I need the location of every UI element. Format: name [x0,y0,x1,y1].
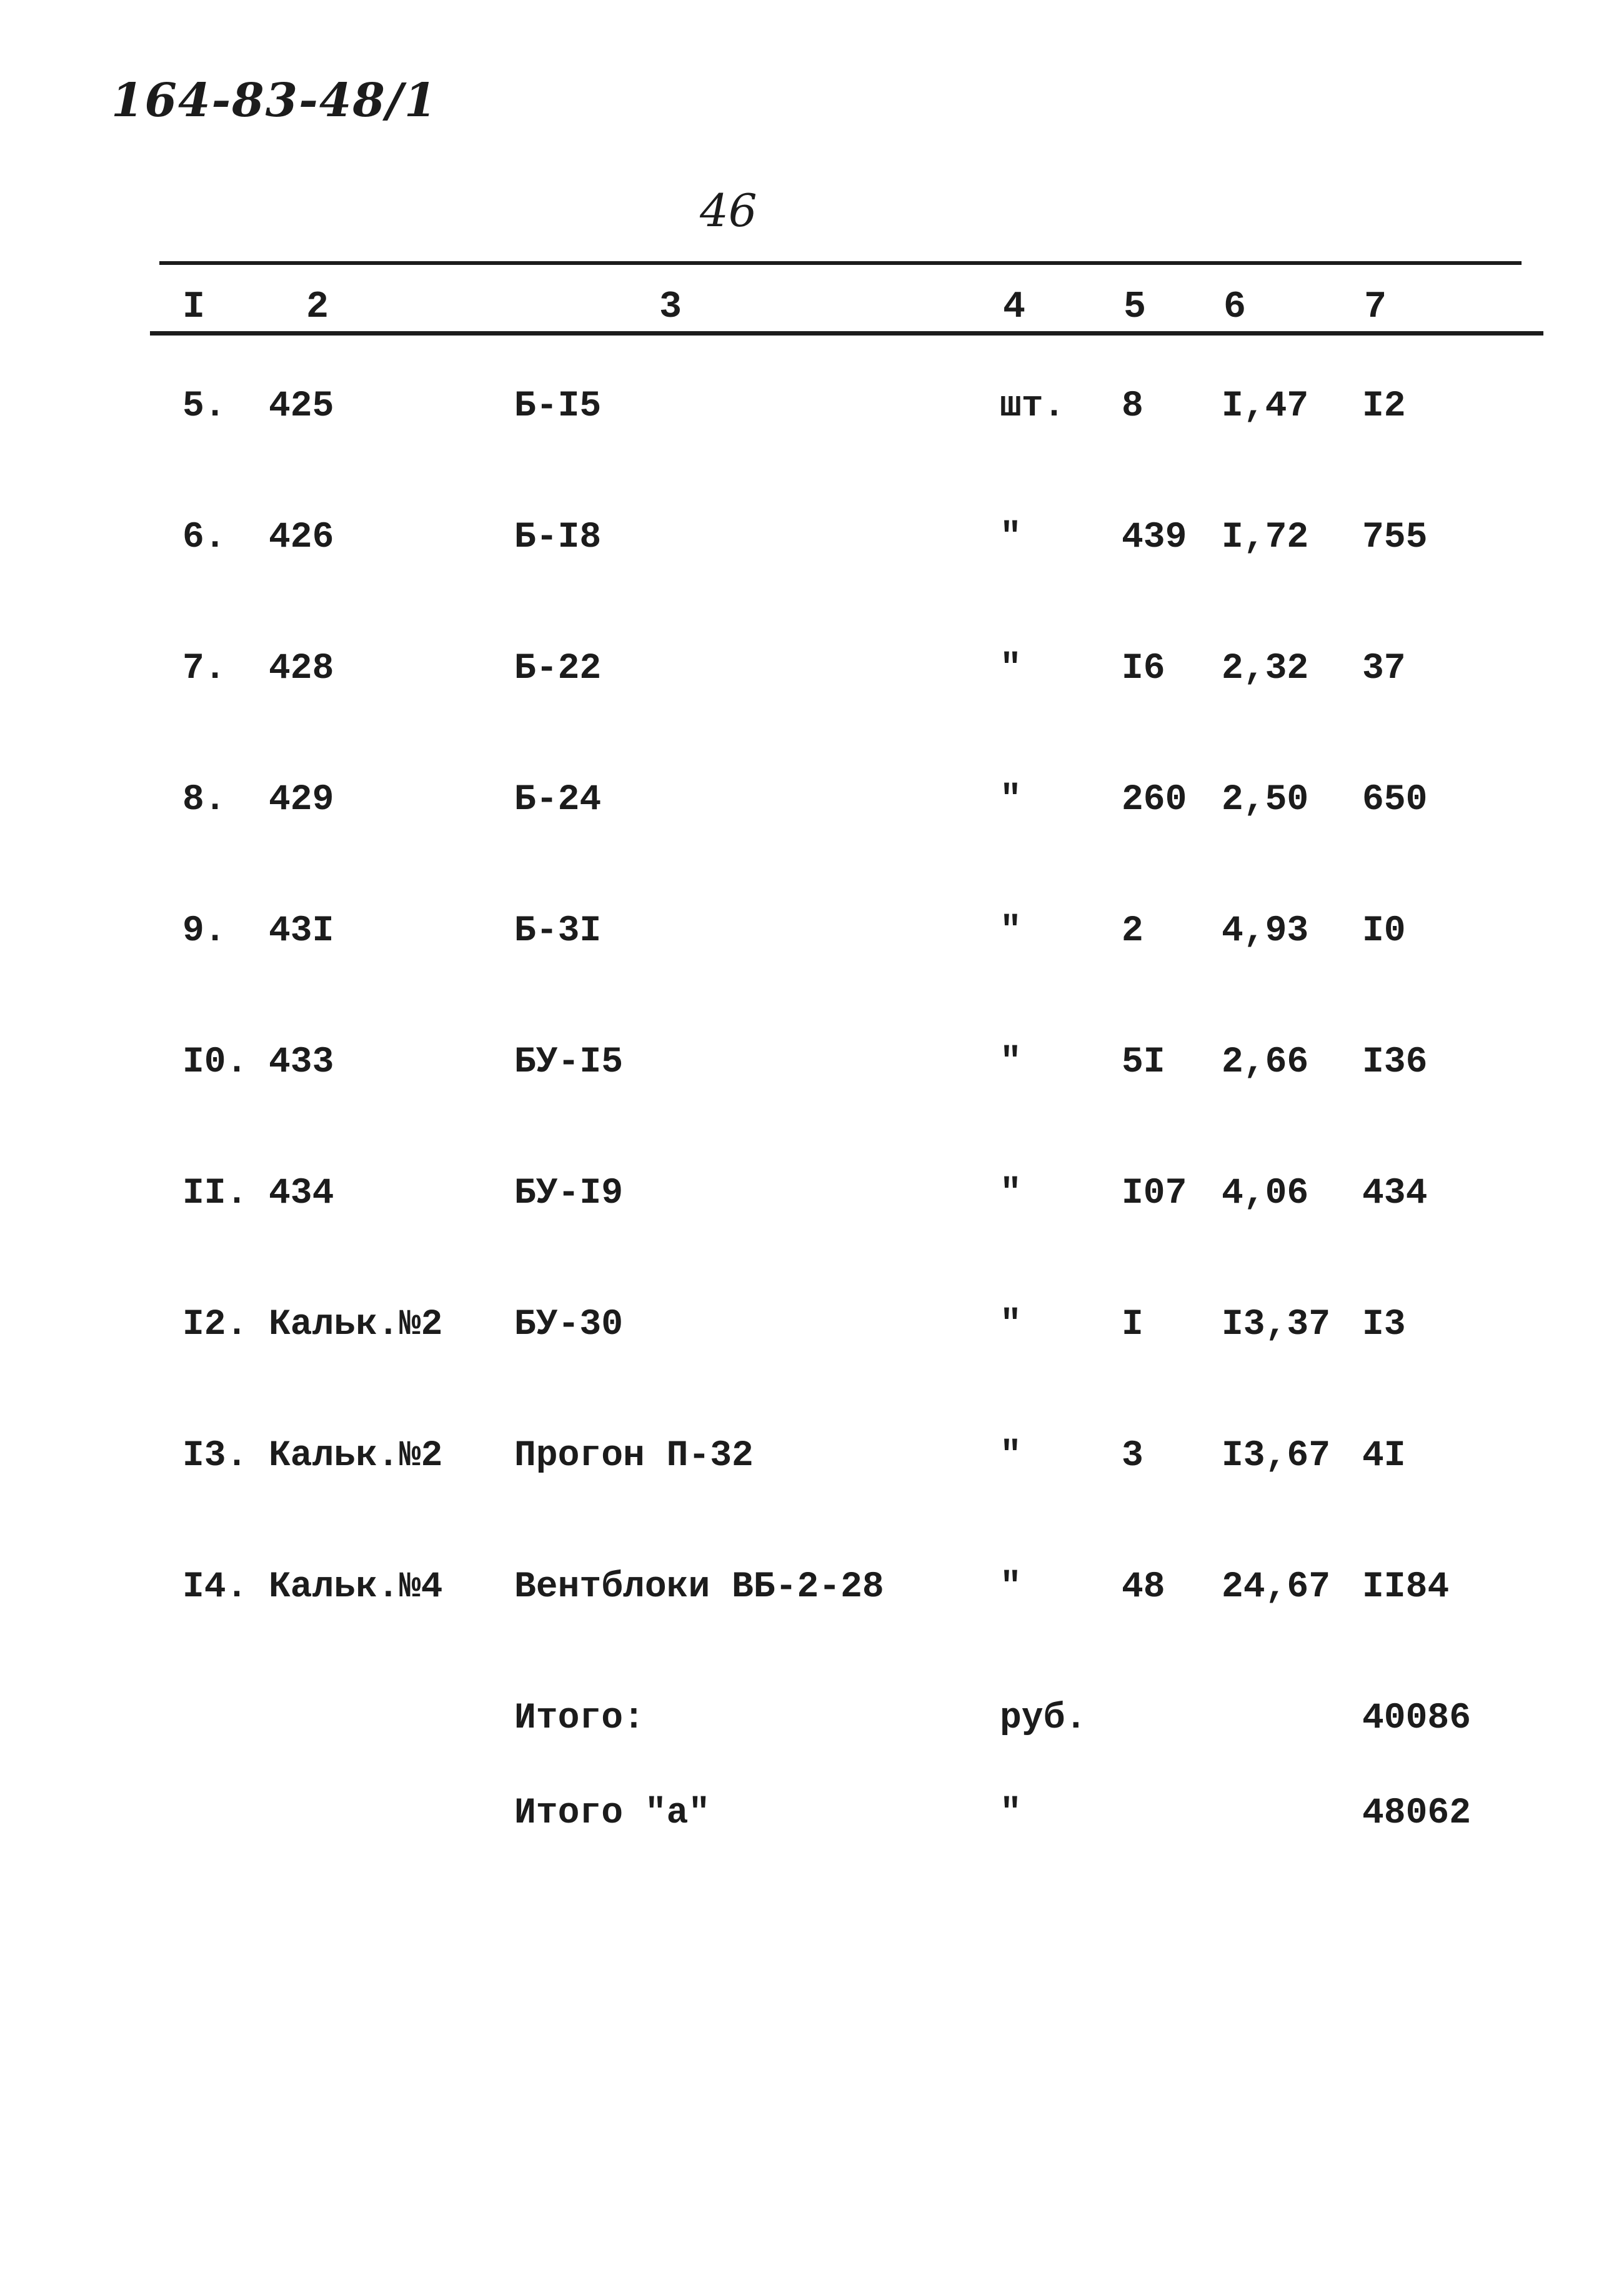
page-number: 46 [700,184,757,237]
row-code: 429 [269,780,334,820]
row-name: Б-22 [514,649,602,689]
row-quantity: I [1122,1305,1143,1345]
row-total: 755 [1362,517,1428,558]
row-total: I2 [1362,386,1406,427]
table-row [0,1305,1624,1361]
row-unit: " [1000,517,1022,558]
total-row [0,1793,1624,1849]
row-number: 7. [182,649,226,689]
row-unit: " [1000,780,1022,820]
row-price: 4,93 [1222,911,1309,952]
table-row [0,1567,1624,1623]
row-code: 425 [269,386,334,427]
row-number: I4. [182,1567,248,1608]
total-unit: " [1000,1793,1022,1834]
row-name: БУ-I9 [514,1173,624,1214]
row-name: Б-3I [514,911,602,952]
header-col-5: 5 [1123,286,1147,329]
table-row [0,386,1624,442]
total-value: 40086 [1362,1698,1472,1739]
row-name: Вентблоки ВБ-2-28 [514,1567,884,1608]
row-number: 5. [182,386,226,427]
row-number: I2. [182,1305,248,1345]
row-quantity: 48 [1122,1567,1165,1608]
row-total: 37 [1362,649,1406,689]
header-col-3: 3 [659,286,682,329]
row-total: II84 [1362,1567,1450,1608]
row-price: 2,66 [1222,1042,1309,1083]
row-code: 428 [269,649,334,689]
row-name: БУ-30 [514,1305,624,1345]
total-label: Итого: [514,1698,645,1739]
row-total: 650 [1362,780,1428,820]
table-top-rule [159,261,1522,265]
table-row [0,649,1624,705]
row-unit: " [1000,649,1022,689]
row-price: 2,50 [1222,780,1309,820]
row-code: 433 [269,1042,334,1083]
row-code: Кальк.№2 [269,1436,443,1476]
total-row [0,1698,1624,1754]
header-col-2: 2 [306,286,329,329]
header-col-7: 7 [1364,286,1387,329]
document-code: 164-83-48/1 [111,74,438,127]
row-code: 426 [269,517,334,558]
row-quantity: 8 [1122,386,1143,427]
row-price: 2,32 [1222,649,1309,689]
total-value: 48062 [1362,1793,1472,1834]
row-price: I3,37 [1222,1305,1331,1345]
row-total: I3 [1362,1305,1406,1345]
row-quantity: 260 [1122,780,1187,820]
row-quantity: 5I [1122,1042,1165,1083]
row-number: 8. [182,780,226,820]
header-col-1: I [182,286,206,329]
row-price: I,72 [1222,517,1309,558]
row-quantity: 439 [1122,517,1187,558]
row-name: Б-I5 [514,386,602,427]
table-row [0,517,1624,574]
row-price: 24,67 [1222,1567,1331,1608]
row-number: 9. [182,911,226,952]
row-code: Кальк.№2 [269,1305,443,1345]
row-price: I,47 [1222,386,1309,427]
row-number: II. [182,1173,248,1214]
table-header-rule [150,331,1543,336]
header-col-6: 6 [1223,286,1247,329]
row-unit: " [1000,1436,1022,1476]
row-total: I36 [1362,1042,1428,1083]
row-quantity: 3 [1122,1436,1143,1476]
row-quantity: I07 [1122,1173,1187,1214]
row-code: 43I [269,911,334,952]
row-total: 4I [1362,1436,1406,1476]
row-name: Б-24 [514,780,602,820]
row-code: 434 [269,1173,334,1214]
total-label: Итого "а" [514,1793,710,1834]
header-col-4: 4 [1003,286,1026,329]
table-row [0,911,1624,967]
total-unit: руб. [1000,1698,1087,1739]
row-unit: шт. [1000,386,1065,427]
row-unit: " [1000,1042,1022,1083]
row-unit: " [1000,1173,1022,1214]
table-row [0,780,1624,836]
row-name: Прогон П-32 [514,1436,754,1476]
row-number: I3. [182,1436,248,1476]
row-name: Б-I8 [514,517,602,558]
row-number: I0. [182,1042,248,1083]
row-unit: " [1000,911,1022,952]
row-quantity: 2 [1122,911,1143,952]
row-total: I0 [1362,911,1406,952]
row-name: БУ-I5 [514,1042,624,1083]
table-row [0,1173,1624,1230]
row-price: 4,06 [1222,1173,1309,1214]
row-total: 434 [1362,1173,1428,1214]
row-number: 6. [182,517,226,558]
row-unit: " [1000,1567,1022,1608]
row-price: I3,67 [1222,1436,1331,1476]
row-code: Кальк.№4 [269,1567,443,1608]
row-unit: " [1000,1305,1022,1345]
table-row [0,1436,1624,1492]
table-row [0,1042,1624,1098]
row-quantity: I6 [1122,649,1165,689]
